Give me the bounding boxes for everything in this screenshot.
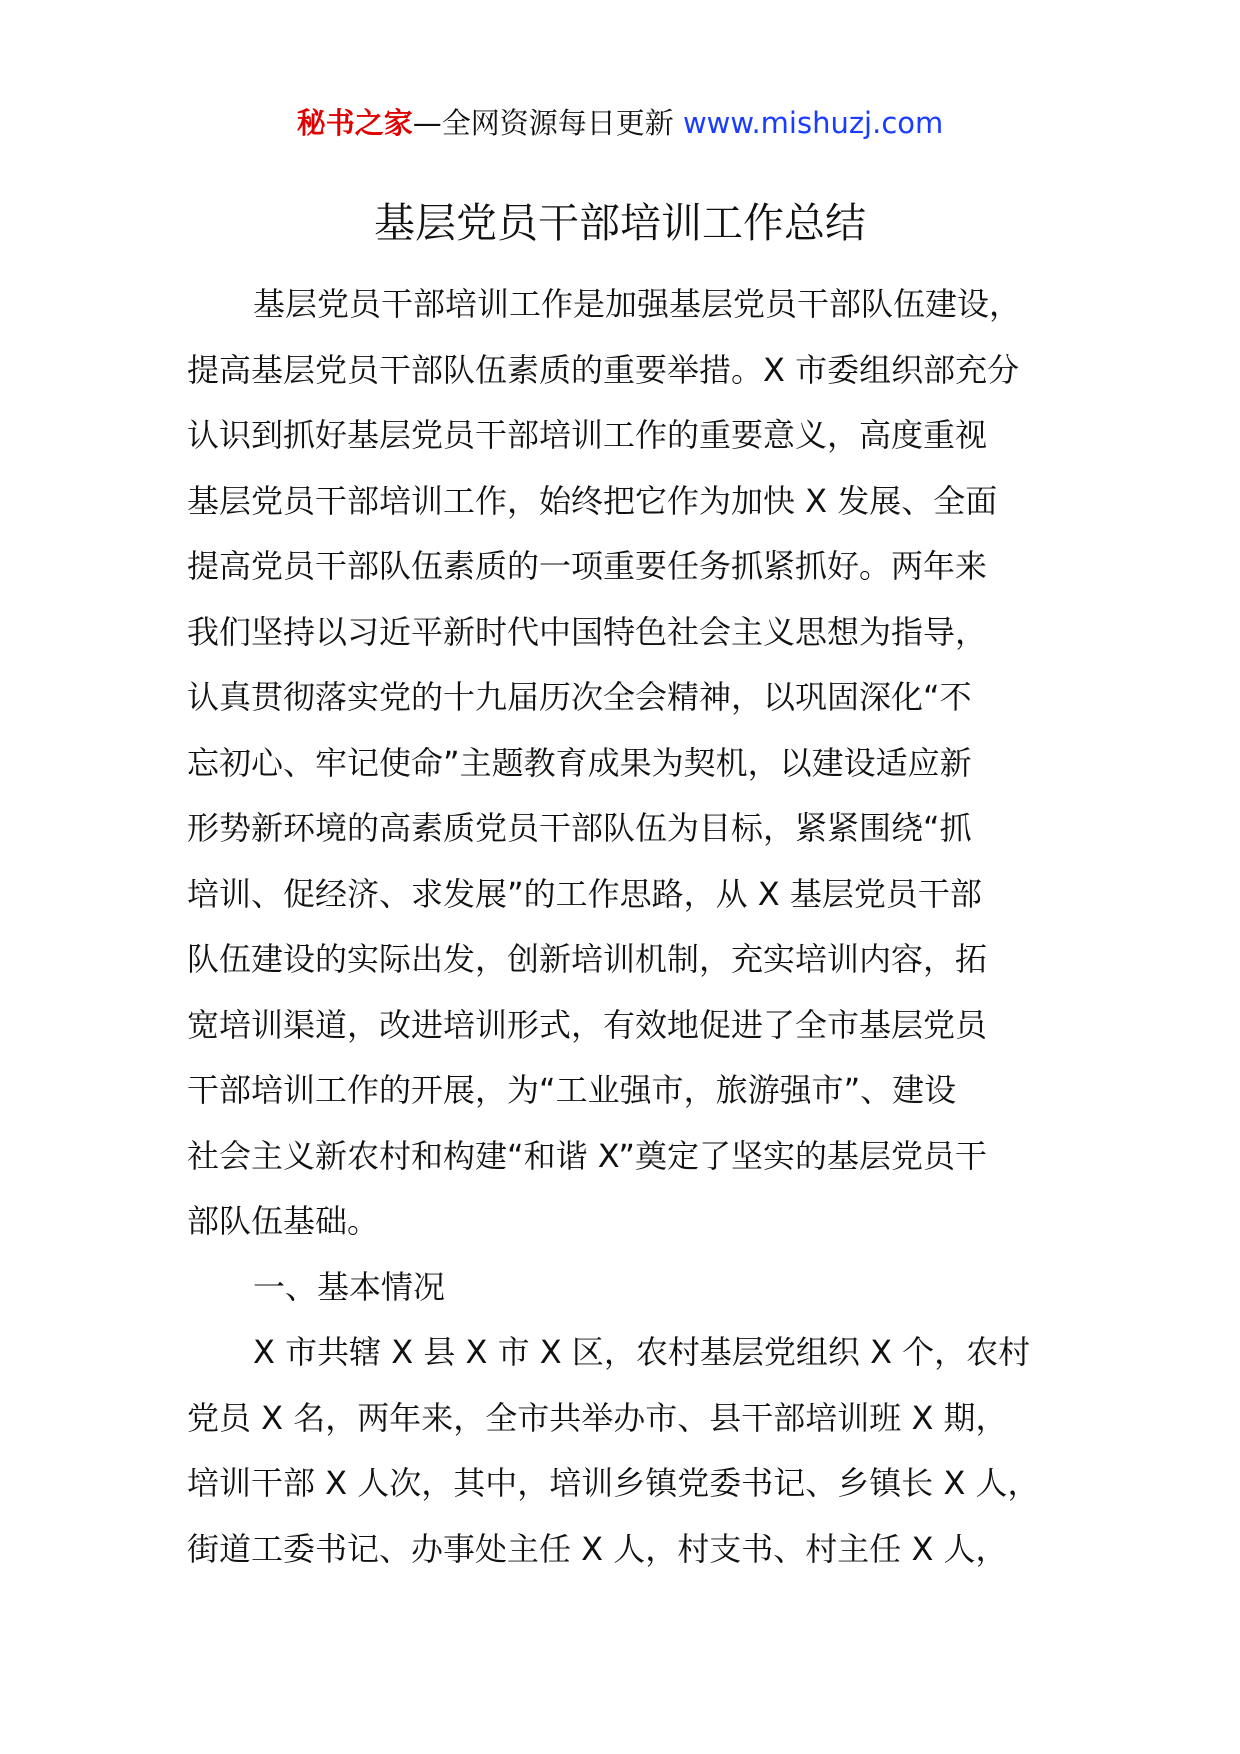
site-url-link[interactable]: www.mishuzj.com: [682, 106, 944, 140]
paragraph-line: 培训、促经济、求发展”的工作思路，从 X 基层党员干部: [187, 874, 982, 913]
paragraph-line: 认真贯彻落实党的十九届历次全会精神，以巩固深化“不: [187, 678, 972, 716]
paragraph-line: 干部培训工作的开展，为“工业强市，旅游强市”、建设: [187, 1071, 957, 1109]
paragraph-line: 形势新环境的高素质党员干部队伍为目标，紧紧围绕“抓: [187, 809, 972, 847]
paragraph-line: X 市共辖 X 县 X 市 X 区，农村基层党组织 X 个，农村: [253, 1333, 1031, 1371]
paragraph-line: 我们坚持以习近平新时代中国特色社会主义思想为指导，: [187, 612, 988, 651]
paragraph-line: 基层党员干部培训工作，始终把它作为加快 X 发展、全面: [187, 481, 998, 520]
document-title: 基层党员干部培训工作总结: [374, 199, 866, 247]
paragraph-line: 认识到抓好基层党员干部培训工作的重要意义，高度重视: [187, 416, 988, 454]
paragraph-line: 提高党员干部队伍素质的一项重要任务抓紧抓好。两年来: [187, 547, 988, 585]
paragraph-line: 忘初心、牢记使命”主题教育成果为契机，以建设适应新: [187, 743, 972, 782]
site-header-banner: [0, 98, 1240, 148]
site-name: 秘书之家: [296, 106, 413, 140]
paragraph-line: 街道工委书记、办事处主任 X 人，村支书、村主任 X 人，: [187, 1529, 1008, 1568]
paragraph-line: 部队伍基础。: [187, 1202, 380, 1240]
paragraph-line: 社会主义新农村和构建“和谐 X”奠定了坚实的基层党员干: [187, 1136, 987, 1175]
site-tagline: —全网资源每日更新: [412, 106, 674, 140]
paragraph-line: 提高基层党员干部队伍素质的重要举措。X 市委组织部充分: [187, 350, 1020, 389]
paragraph-line: 培训干部 X 人次，其中，培训乡镇党委书记、乡镇长 X 人，: [187, 1464, 1040, 1502]
paragraph-line: 党员 X 名，两年来，全市共举办市、县干部培训班 X 期，: [187, 1398, 1008, 1437]
paragraph-line: 队伍建设的实际出发，创新培训机制，充实培训内容，拓: [187, 940, 988, 978]
document-body: [187, 272, 1067, 1582]
paragraph-line: 基层党员干部培训工作是加强基层党员干部队伍建设，: [253, 285, 1022, 323]
paragraph-line: 宽培训渠道，改进培训形式，有效地促进了全市基层党员: [187, 1005, 988, 1044]
section-heading: 一、基本情况: [253, 1267, 446, 1306]
